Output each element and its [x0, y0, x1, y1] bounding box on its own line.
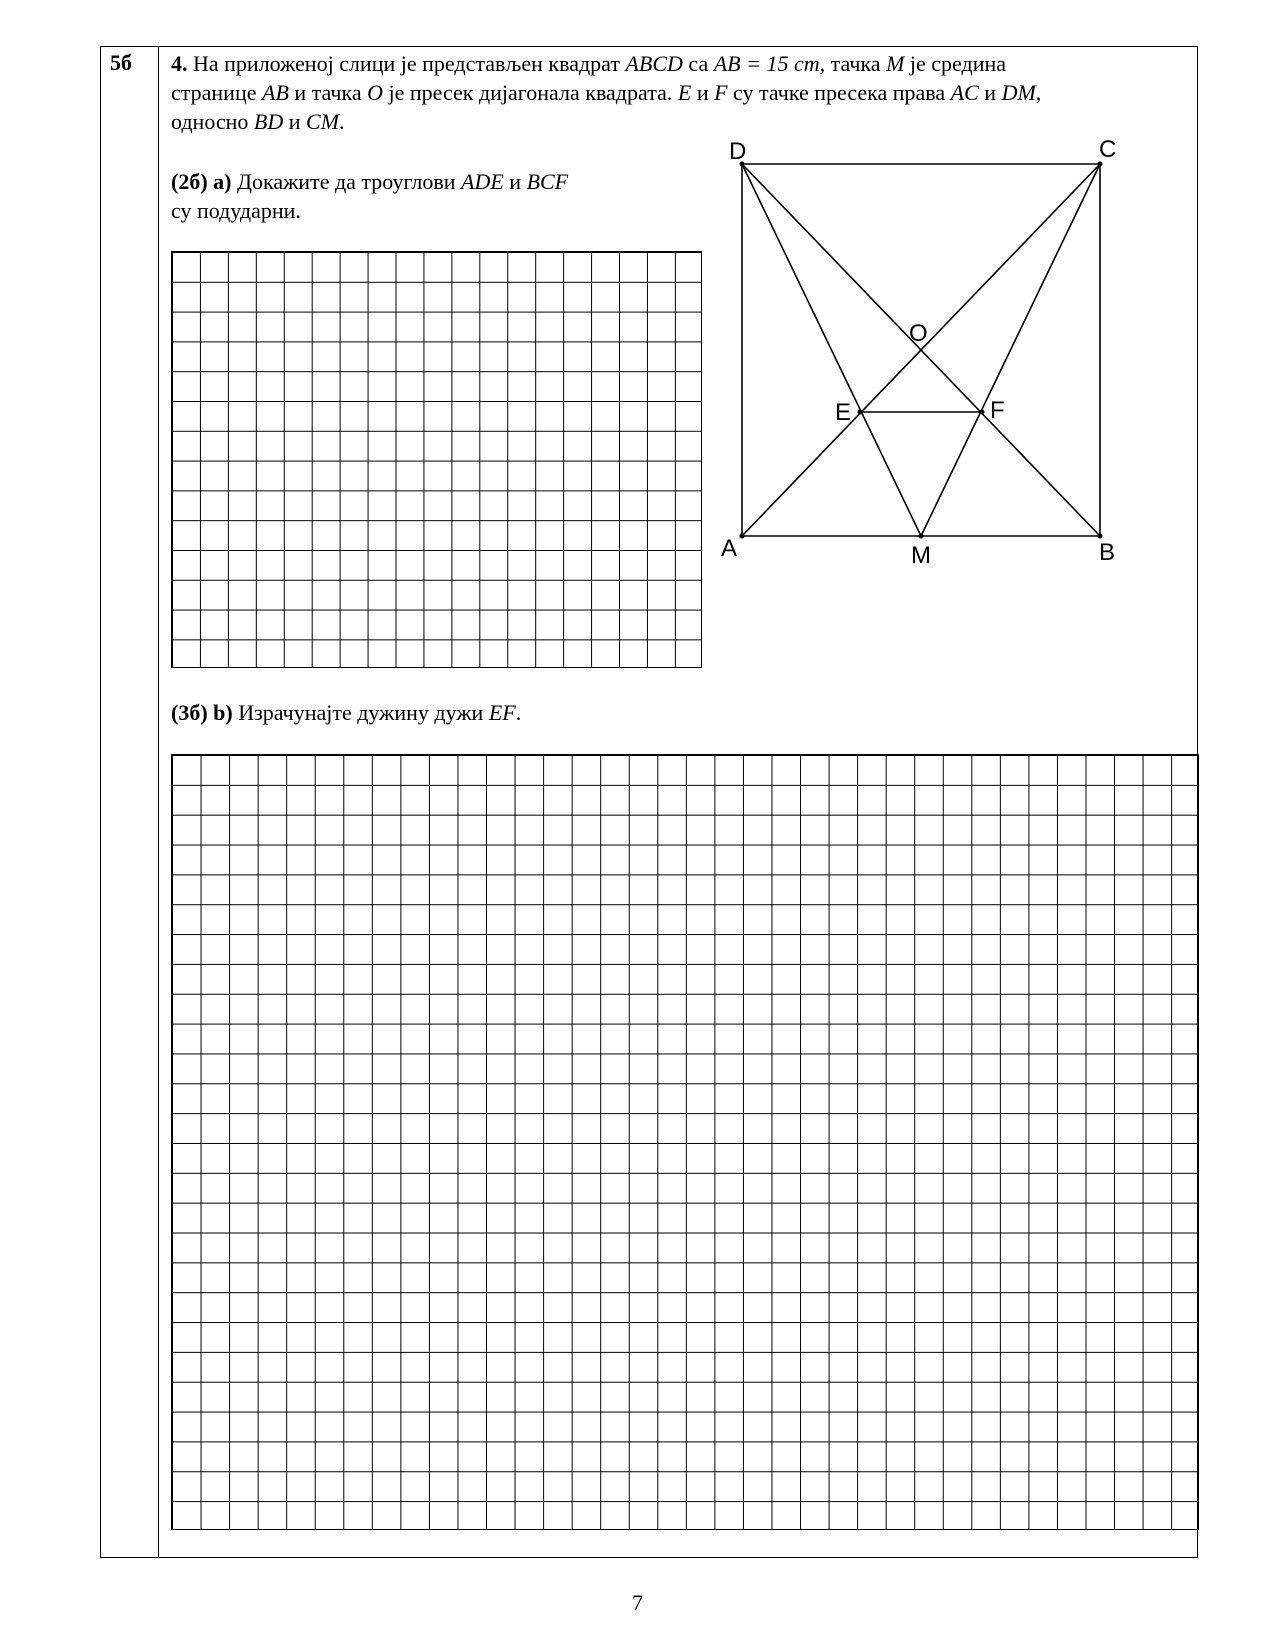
label-f: F	[990, 397, 1005, 424]
part-a-points: (2б) a)	[171, 169, 232, 194]
part-b-question: (3б) b) Израчунајте дужину дужи EF.	[171, 700, 522, 725]
answer-grid-b[interactable]	[171, 754, 1199, 1530]
total-points: 5б	[110, 50, 132, 75]
point-e	[858, 410, 863, 415]
problem-statement: 4. На приложеној слици је представљен квадрат ABCD са AB = 15 cm, тачка M је средина странице AB и тачка O је пресек дијагонала квадрата. E и F су тачке пресека права AC и DM, односно BD и CM.	[171, 51, 1042, 134]
part-b-points: (3б) b)	[171, 700, 233, 725]
label-a: A	[721, 535, 738, 562]
label-o: O	[909, 320, 928, 347]
geometry-diagram	[721, 136, 1195, 576]
answer-grid-a[interactable]	[171, 251, 702, 668]
column-divider	[158, 46, 159, 1558]
point-b	[1098, 534, 1103, 539]
point-a	[740, 534, 745, 539]
segment-dm	[742, 164, 921, 536]
square-figure	[721, 136, 1195, 576]
label-d: D	[729, 138, 747, 165]
label-c: C	[1099, 136, 1117, 163]
part-a-question: (2б) a) Докажите да троуглови ADE и BCF су подударни.	[171, 169, 569, 223]
page-number: 7	[632, 1590, 643, 1615]
point-m	[919, 534, 924, 539]
label-b: B	[1099, 539, 1116, 566]
label-e: E	[835, 399, 852, 426]
point-f	[980, 410, 985, 415]
problem-number: 4.	[171, 51, 188, 76]
label-m: M	[911, 542, 931, 569]
segment-cm	[921, 164, 1100, 536]
